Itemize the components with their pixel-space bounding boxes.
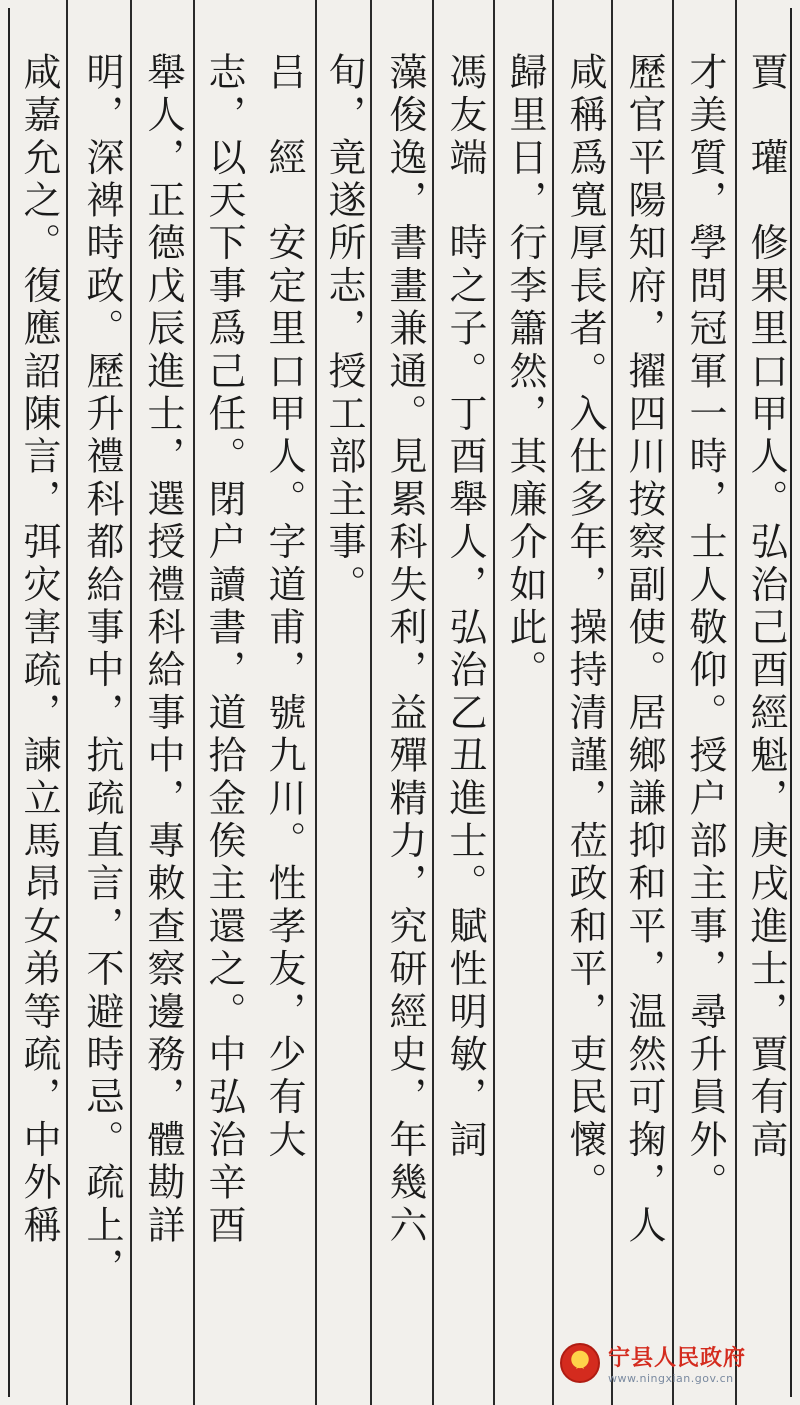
text-column [432, 52, 498, 1392]
column-text: 志，以天下事爲己任。閉户讀書，道拾金俟主還之。中弘治辛酉 [202, 52, 246, 1248]
column-text: 才美質，學問冠軍一時，士人敬仰。授户部主事，尋升員外。 [683, 52, 727, 1205]
column-text: 咸嘉允之。復應詔陳言，弭灾害疏，諫立馬昂女弟等疏，中外稱 [17, 52, 61, 1248]
column-text: 明，深裨時政。歷升禮科都給事中，抗疏直言，不避時忌。疏上， [80, 52, 124, 1291]
column-text: 吕 經 安定里口甲人。字道甫，號九川。性孝友，少有大 [262, 52, 306, 1163]
site-watermark [560, 1328, 800, 1398]
watermark-name: 宁县人民政府 [608, 1346, 747, 1371]
text-column [552, 52, 618, 1392]
column-text: 歸里日，行李簫然，其廉介如此。 [503, 52, 547, 693]
text-column [251, 52, 317, 1392]
watermark-text [608, 1341, 746, 1385]
text-column [372, 52, 438, 1392]
column-text: 旬，竟遂所志，授工部主事。 [322, 52, 366, 608]
text-column [130, 52, 196, 1392]
text-column [733, 52, 799, 1392]
national-emblem-icon: ★ [560, 1343, 600, 1383]
text-column [191, 52, 257, 1392]
column-text: 舉人，正德戊辰進士，選授禮科給事中，專敕查察邊務，體勘詳 [141, 52, 185, 1248]
column-text: 藻俊逸，書畫兼通。見累科失利，益殫精力，究研經史，年幾六 [383, 52, 427, 1248]
text-column [672, 52, 738, 1392]
column-text: 咸稱爲寬厚長者。入仕多年，操持清謹，莅政和平，吏民懷。 [563, 52, 607, 1205]
text-column [69, 52, 135, 1392]
text-column [6, 52, 72, 1392]
text-column [611, 52, 677, 1392]
text-column [311, 52, 377, 1392]
column-text: 馮友端 時之子。丁酉舉人，弘治乙丑進士。賦性明敏，詞 [443, 52, 487, 1163]
watermark-url: www.ningxian.gov.cn [608, 1372, 734, 1385]
column-text: 賈 瓘 修果里口甲人。弘治己酉經魁，庚戌進士，賈有高 [744, 52, 788, 1163]
column-text: 歷官平陽知府，擢四川按察副使。居鄉謙抑和平，温然可掬，人 [622, 52, 666, 1248]
text-column [492, 52, 558, 1392]
